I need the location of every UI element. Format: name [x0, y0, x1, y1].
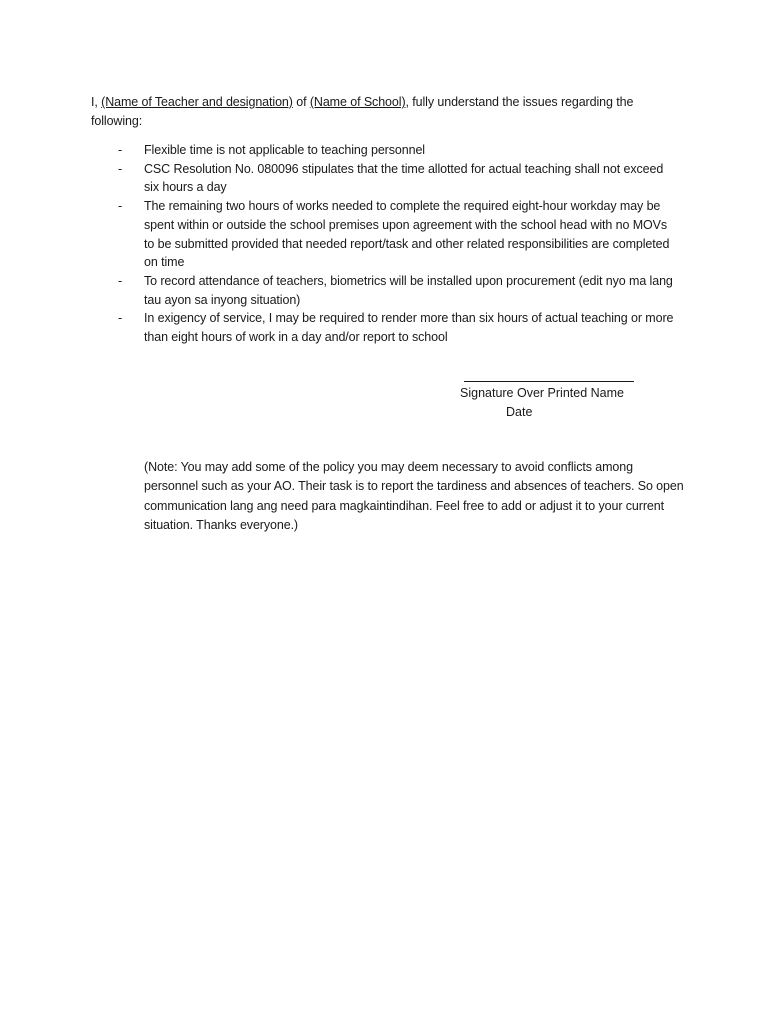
- list-item-text: Flexible time is not applicable to teaching personnel: [144, 143, 425, 157]
- bullet-dash: -: [118, 143, 123, 157]
- bullet-dash: -: [118, 273, 123, 288]
- list-item-text: To record attendance of teachers, biometrics will be installed upon procurement (edit nyo ma lang tau ayon sa inyong situation): [144, 273, 673, 307]
- signature-label: Signature Over Printed Name: [460, 386, 624, 400]
- intro-prefix: I,: [91, 95, 102, 109]
- intro-suffix: , fully understand the issues regarding the following:: [91, 95, 634, 128]
- list-item: [118, 160, 678, 197]
- teacher-name-placeholder: (Name of Teacher and designation): [101, 95, 293, 109]
- list-item: [118, 309, 678, 346]
- issues-list: [118, 141, 678, 347]
- bullet-dash: -: [118, 199, 123, 214]
- school-name-placeholder: (Name of School): [309, 95, 406, 109]
- signature-line: [464, 367, 634, 382]
- bullet-dash: -: [118, 311, 123, 326]
- note-paragraph: (Note: You may add some of the policy you may deem necessary to avoid conflicts among personnel such as your AO. Their task is to report the tardiness and absences of teachers. So open communication lang ang need para magkaintindihan. Feel free to add or adjust it to your current situation. Thanks everyone.): [144, 460, 684, 532]
- list-item: [118, 197, 678, 272]
- list-item: [118, 141, 678, 160]
- date-label: Date: [506, 405, 533, 419]
- list-item: [118, 272, 678, 309]
- intro-paragraph: [91, 93, 671, 131]
- list-item-text: CSC Resolution No. 080096 stipulates that the time allotted for actual teaching shall not exceed six hours a day: [144, 161, 664, 195]
- intro-of-text: of: [292, 95, 310, 109]
- bullet-dash: -: [118, 161, 123, 176]
- list-item-text: The remaining two hours of works needed to complete the required eight-hour workday may be spent within or outside the school premises upon agreement with the school head with no MOVs to be submitted provided that needed report/task and other related responsibilities are completed on time: [144, 199, 670, 270]
- list-item-text: In exigency of service, I may be required to render more than six hours of actual teaching or more than eight hours of work in a day and/or report to school: [144, 311, 674, 345]
